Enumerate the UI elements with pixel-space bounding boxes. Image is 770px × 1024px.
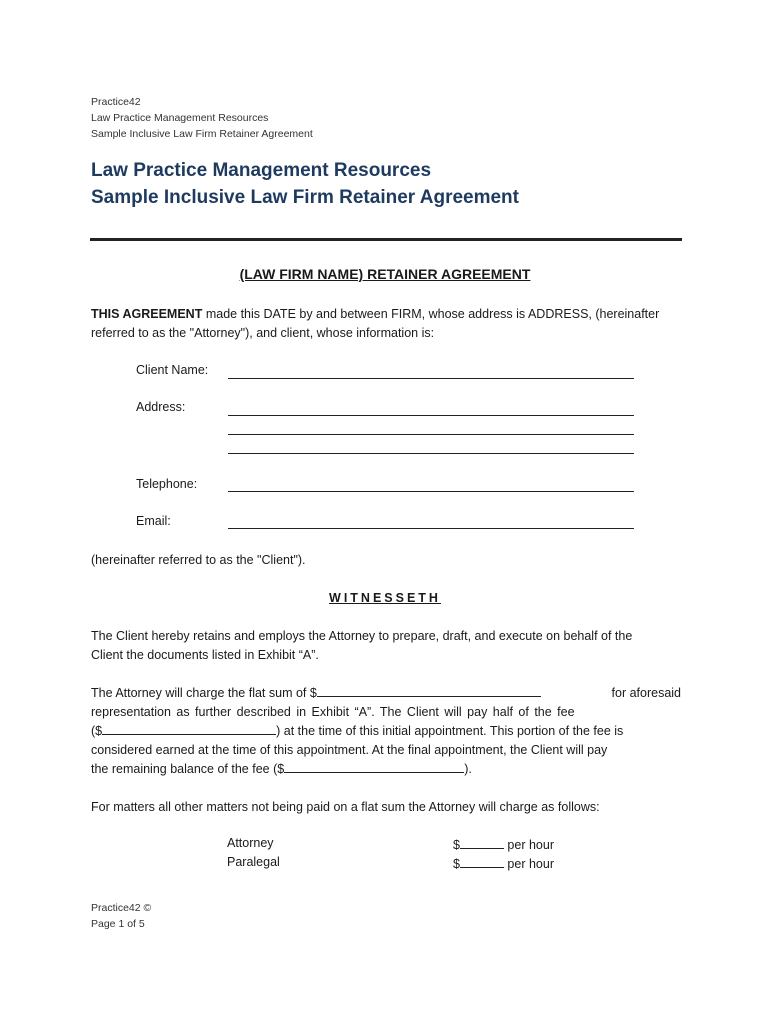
telephone-field[interactable] [228,491,634,492]
fee-text-5a: the remaining balance of the fee ($ [91,762,285,776]
client-reference: (hereinafter referred to as the "Client"). [91,553,306,567]
paralegal-rate-blank[interactable] [460,855,504,868]
page-footer [91,900,151,932]
address-field-line-2[interactable] [228,434,634,435]
title-divider [90,238,682,241]
fee-text-1a: The Attorney will charge the flat sum of $ [91,686,317,700]
footer-page-number: Page 1 of 5 [91,918,145,930]
witnesseth-heading: WITNESSETH [329,591,441,605]
intro-text-2: referred to as the "Attorney"), and client, whose information is: [91,326,435,340]
balance-blank[interactable] [284,760,464,773]
intro-paragraph [91,305,681,343]
fee-text-5b: ). [464,762,472,776]
retain-line-2: Client the documents listed in Exhibit “A”. [91,648,319,662]
client-name-field[interactable] [228,378,634,379]
rate-paralegal [453,855,554,871]
rate-paralegal-prefix: $ [453,857,460,871]
fee-text-2: representation as further described in Exhibit “A”. The Client will pay half of the fee [91,705,575,719]
address-field-line-3[interactable] [228,453,634,454]
fee-text-4: considered earned at the time of this appointment. At the final appointment, the Client will pay [91,743,608,757]
rate-attorney [453,836,554,852]
header-org: Practice42 [91,96,141,108]
footer-copyright: Practice42 © [91,902,152,914]
fee-text-1b: for aforesaid [611,686,681,700]
intro-bold: THIS AGREEMENT [91,307,203,321]
address-field-line-1[interactable] [228,415,634,416]
header-doc-name: Sample Inclusive Law Firm Retainer Agreement [91,128,313,140]
retain-paragraph [91,627,681,665]
client-name-label: Client Name: [136,363,209,377]
header-series: Law Practice Management Resources [91,112,269,124]
half-fee-blank[interactable] [102,722,276,735]
intro-text-1: made this DATE by and between FIRM, whose address is ADDRESS, (hereinafter [202,307,660,321]
rate-attorney-suffix: per hour [503,838,554,852]
email-field[interactable] [228,528,634,529]
address-label: Address: [136,400,186,414]
rate-role-paralegal: Paralegal [227,855,280,869]
telephone-label: Telephone: [136,477,198,491]
agreement-heading [0,266,770,282]
title-line-1: Law Practice Management Resources [91,160,432,181]
fee-text-3a: ($ [91,724,103,738]
document-header [91,94,313,142]
flat-sum-blank[interactable] [317,684,541,697]
attorney-rate-blank[interactable] [460,836,504,849]
title-line-2: Sample Inclusive Law Firm Retainer Agreement [91,187,519,208]
rate-attorney-prefix: $ [453,838,460,852]
other-matters-text: For matters all other matters not being paid on a flat sum the Attorney will charge as follows: [91,800,600,814]
fee-paragraph [91,684,681,779]
email-label: Email: [136,514,171,528]
agreement-heading-text: (LAW FIRM NAME) RETAINER AGREEMENT [239,266,531,282]
retain-line-1: The Client hereby retains and employs the Attorney to prepare, draft, and execute on behalf of the [91,629,633,643]
fee-text-3b: ) at the time of this initial appointment. This portion of the fee is [276,724,624,738]
rate-paralegal-suffix: per hour [503,857,554,871]
rate-role-attorney: Attorney [227,836,274,850]
